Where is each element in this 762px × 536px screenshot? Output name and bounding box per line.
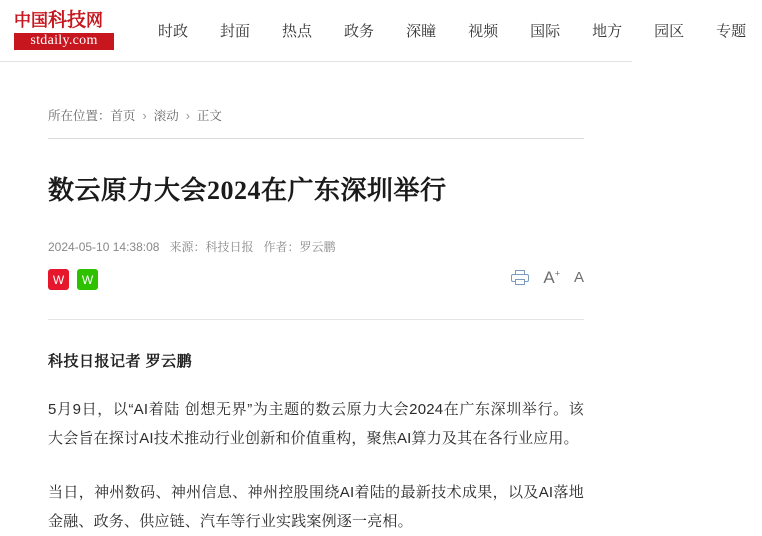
nav-item-redian[interactable]: 热点 — [282, 23, 313, 40]
breadcrumb-separator-1: › — [142, 109, 147, 123]
article-paragraph-2: 当日，神州数码、神州信息、神州控股围绕AI着陆的最新技术成果，以及AI落地金融、政务、供应链、汽车等行业实践案例逐一亮相。 — [48, 483, 584, 530]
nav-item-difang[interactable]: 地方 — [592, 23, 623, 40]
nav-item-zhengwu[interactable]: 政务 — [344, 23, 375, 40]
breadcrumb-item-zhengwen[interactable]: 正文 — [196, 109, 222, 123]
logo-text-suffix: 网 — [86, 11, 104, 30]
font-increase-label: A — [543, 268, 555, 288]
nav-item-shentong[interactable]: 深瞳 — [406, 23, 437, 40]
breadcrumb-item-home[interactable]: 首页 — [110, 109, 136, 123]
logo-text-mid: 科技 — [48, 10, 87, 31]
main-navigation — [142, 16, 762, 45]
nav-item-fengmian[interactable]: 封面 — [220, 23, 251, 40]
article-datetime: 2024-05-10 14:38:08 — [48, 240, 160, 255]
breadcrumb-item-gundong[interactable]: 滚动 — [153, 109, 179, 123]
article-toolbar — [48, 269, 584, 320]
article-page — [0, 106, 632, 536]
font-increase-sup: + — [554, 268, 560, 279]
logo-domain-text: stdaily.com — [14, 33, 114, 50]
nav-item-shizheng[interactable]: 时政 — [158, 23, 189, 40]
wechat-share-icon[interactable]: W — [77, 269, 98, 290]
nav-item-zhuanti[interactable]: 专题 — [716, 23, 747, 40]
nav-item-yuanqu[interactable]: 园区 — [654, 23, 685, 40]
logo-chinese-text — [14, 11, 114, 30]
breadcrumb — [48, 106, 584, 139]
print-icon-top — [515, 270, 525, 274]
weibo-share-icon[interactable]: W — [48, 269, 69, 290]
article-meta — [48, 238, 584, 255]
article-paragraph-1: 5月9日，以“AI着陆 创想无界”为主题的数云原力大会2024在广东深圳举行。该大会旨在探讨AI技术推动行业创新和价值重构，聚焦AI算力及其在各行业应用。 — [48, 401, 584, 448]
article-byline: 科技日报记者 罗云鹏 — [48, 353, 193, 371]
share-icon-group — [48, 269, 98, 290]
site-logo[interactable] — [14, 11, 114, 50]
print-icon[interactable] — [511, 270, 529, 286]
site-header — [0, 0, 747, 62]
print-icon-paper — [515, 279, 525, 285]
breadcrumb-separator-2: › — [185, 109, 190, 123]
breadcrumb-label: 所在位置： — [48, 109, 111, 123]
nav-item-guoji[interactable]: 国际 — [530, 23, 561, 40]
article-author: 作者：罗云鹏 — [263, 240, 336, 255]
article-source: 来源：科技日报 — [169, 240, 254, 255]
page-title: 数云原力大会2024在广东深圳举行 — [48, 176, 447, 205]
font-increase-button[interactable] — [543, 269, 560, 286]
reading-tools — [511, 269, 584, 286]
nav-item-shipin[interactable]: 视频 — [468, 23, 499, 40]
font-decrease-button[interactable]: A — [573, 269, 584, 287]
logo-text-prefix: 中国 — [14, 11, 48, 30]
